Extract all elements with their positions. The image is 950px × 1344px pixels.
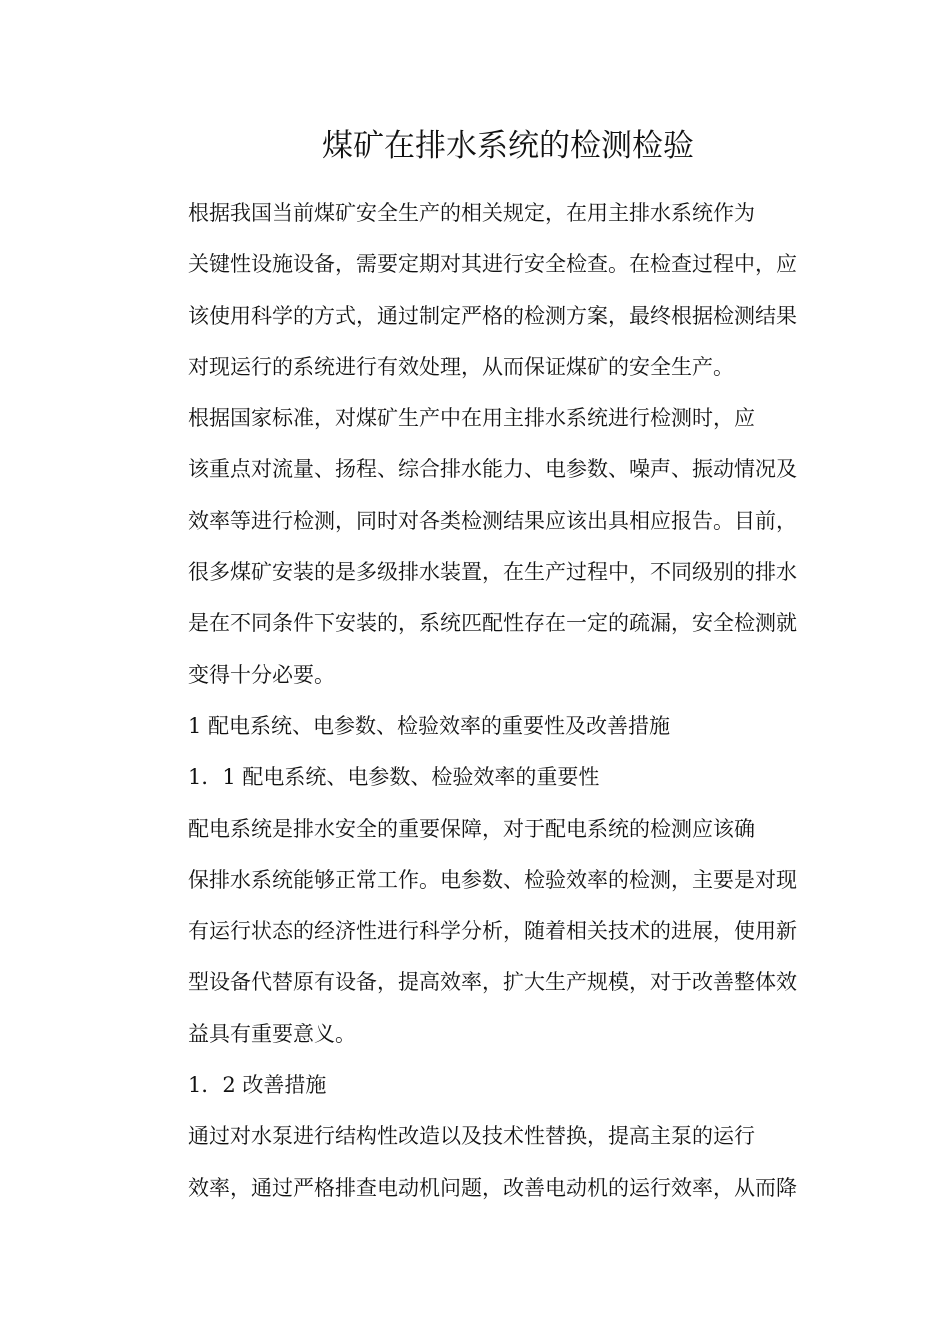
document-title: 煤矿在排水系统的检测检验	[322, 128, 694, 164]
text-line: 有运行状态的经济性进行科学分析，随着相关技术的进展，使用新	[188, 919, 797, 944]
text-line: 效率，通过严格排查电动机问题，改善电动机的运行效率，从而降	[188, 1175, 797, 1200]
paragraph-standards	[146, 393, 798, 701]
text-line: 效率等进行检测，同时对各类检测结果应该出具相应报告。目前，	[188, 508, 797, 533]
paragraph-distribution	[146, 804, 798, 1060]
text-line: 变得十分必要。	[188, 662, 335, 687]
text-line: 通过对水泵进行结构性改造以及技术性替换，提高主泵的运行	[188, 1124, 755, 1149]
text-line: 该使用科学的方式，通过制定严格的检测方案，最终根据检测结果	[188, 303, 797, 328]
document-body	[146, 188, 798, 1214]
section-heading-1-1	[146, 752, 798, 803]
text-line: 很多煤矿安装的是多级排水装置，在生产过程中，不同级别的排水	[188, 560, 797, 585]
section-heading-1-2	[146, 1060, 798, 1111]
text-line: 关键性设施设备，需要定期对其进行安全检查。在检查过程中，应	[188, 252, 797, 277]
paragraph-intro	[146, 188, 798, 393]
heading-line: 1 配电系统、电参数、检验效率的重要性及改善措施	[188, 713, 671, 738]
text-line: 型设备代替原有设备，提高效率，扩大生产规模，对于改善整体效	[188, 970, 797, 995]
section-heading-1	[146, 701, 798, 752]
text-line: 对现运行的系统进行有效处理，从而保证煤矿的安全生产。	[188, 354, 734, 379]
text-line: 保排水系统能够正常工作。电参数、检验效率的检测，主要是对现	[188, 867, 797, 892]
heading-line: 1．2 改善措施	[188, 1073, 327, 1098]
text-line: 根据国家标准，对煤矿生产中在用主排水系统进行检测时，应	[188, 406, 755, 431]
paragraph-improvement	[146, 1111, 798, 1214]
heading-line: 1．1 配电系统、电参数、检验效率的重要性	[188, 765, 600, 790]
text-line: 益具有重要意义。	[188, 1021, 356, 1046]
text-line: 配电系统是排水安全的重要保障，对于配电系统的检测应该确	[188, 816, 755, 841]
text-line: 根据我国当前煤矿安全生产的相关规定，在用主排水系统作为	[188, 201, 755, 225]
text-line: 该重点对流量、扬程、综合排水能力、电参数、噪声、振动情况及	[188, 457, 797, 482]
text-line: 是在不同条件下安装的，系统匹配性存在一定的疏漏，安全检测就	[188, 611, 797, 636]
